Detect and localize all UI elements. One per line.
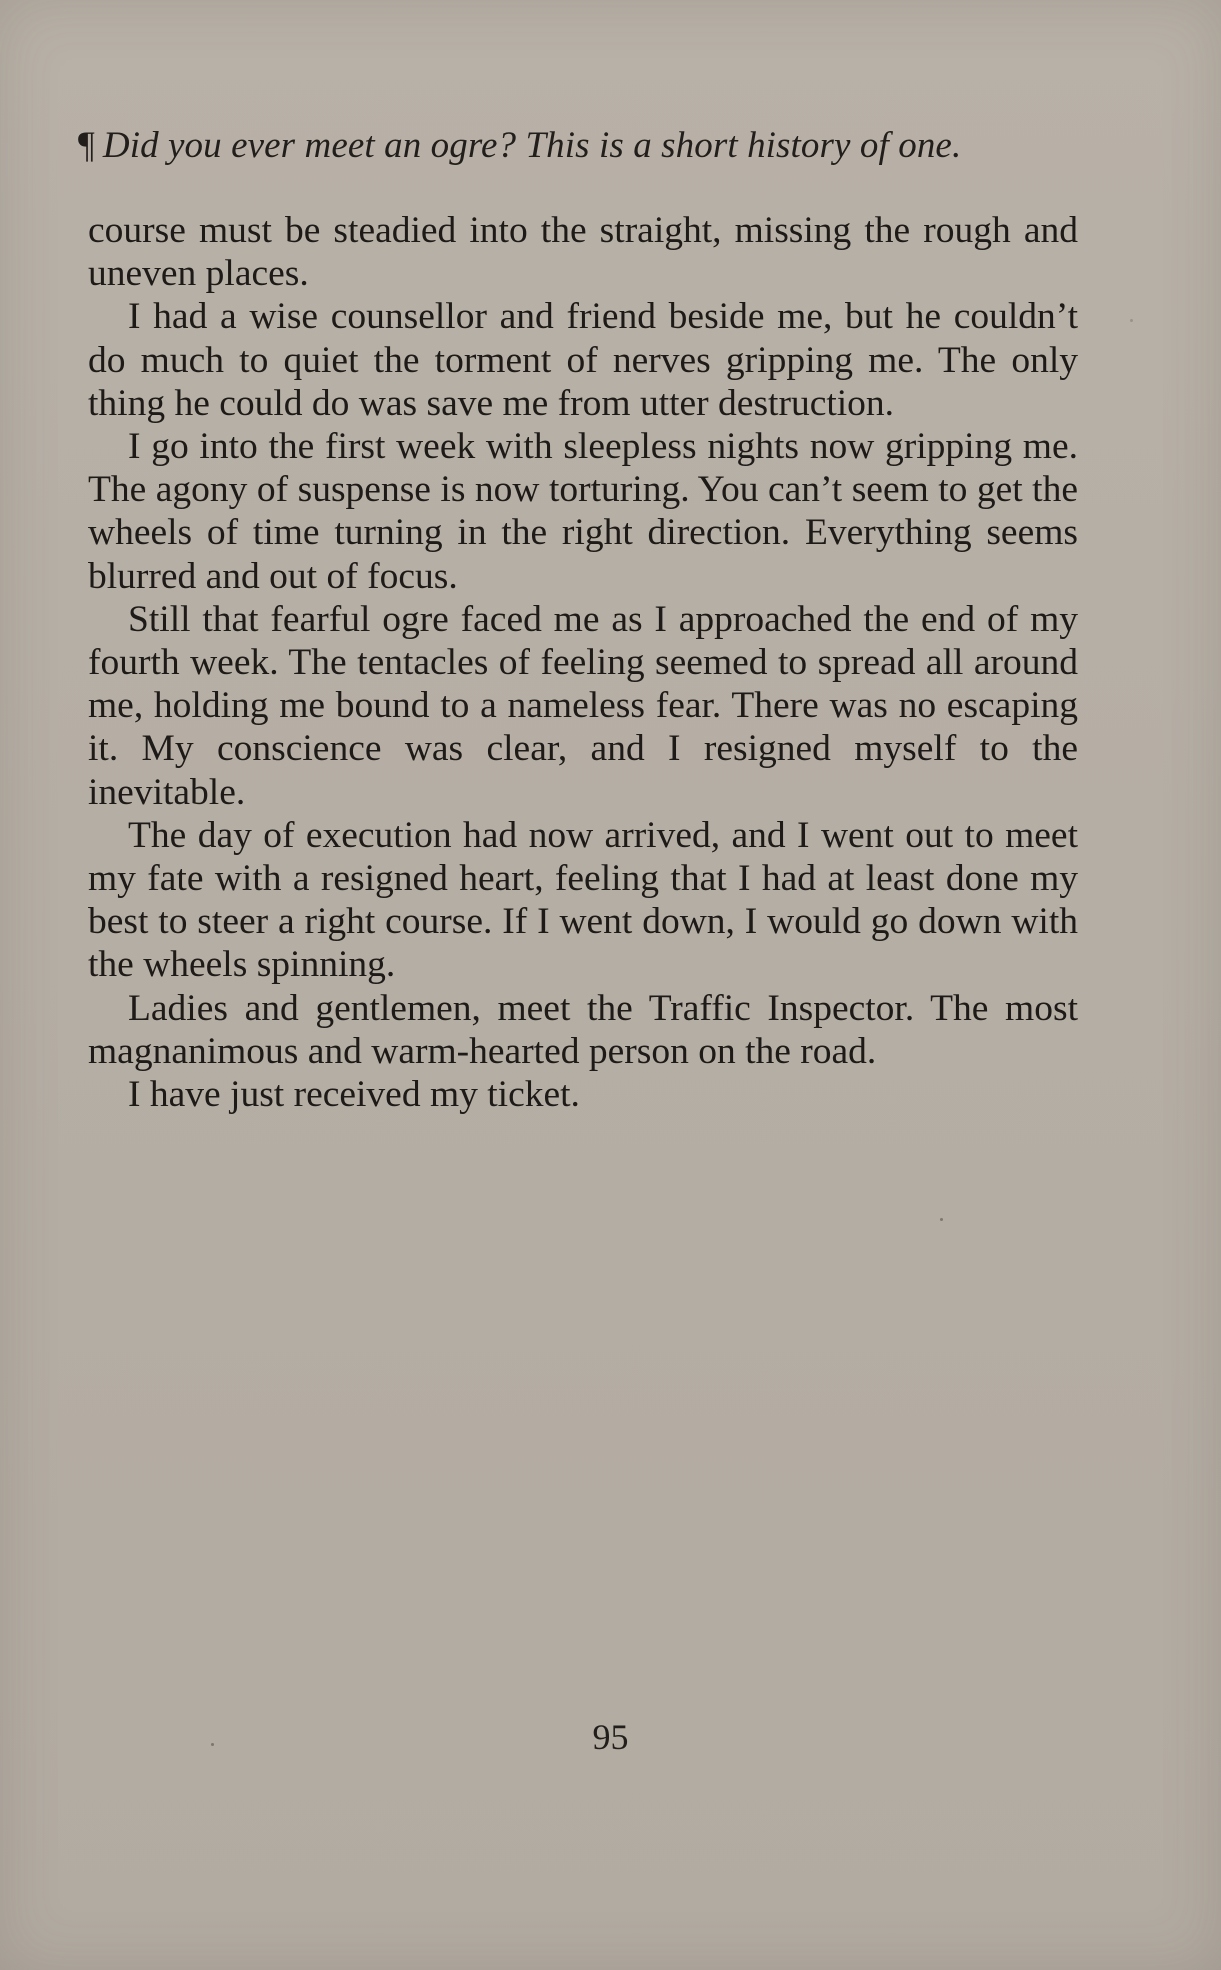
paper-speck <box>211 1743 214 1746</box>
paragraph: Ladies and gentlemen, meet the Traffic Inspector. The most magnanimous and warm-hearted person on the road. <box>88 987 1078 1072</box>
paper-speck <box>940 1218 943 1221</box>
paragraph: I had a wise counsellor and friend beside me, but he couldn’t do much to quiet the torment of nerves gripping me. The only thing he could do was save me from utter destruction. <box>88 296 1078 424</box>
paragraph: The day of execution had now arrived, and I went out to meet my fate with a resigned heart, feeling that I had at least done my best to steer a right course. If I went down, I would go down with the wheels spinning. <box>88 814 1078 986</box>
paragraph-continued: course must be steadied into the straight, missing the rough and uneven places. <box>88 210 1078 295</box>
paragraph: I have just received my ticket. <box>128 1074 580 1116</box>
paragraph: I go into the first week with sleepless nights now gripping me. The agony of suspense is now torturing. You can’t seem to get the wheels of time turning in the right direction. Everything seems blurred and out of focus. <box>88 426 1078 597</box>
paper-speck <box>1130 319 1133 322</box>
paragraph: Still that fearful ogre faced me as I approached the end of my fourth week. The tentacles of feeling seemed to spread all around me, holding me bound to a nameless fear. There was no escaping it. My conscience was clear, and I resigned myself to the inevitable. <box>88 598 1078 813</box>
running-head-text: Did you ever meet an ogre? This is a short history of one. <box>102 125 962 166</box>
page-number: 95 <box>592 1717 629 1757</box>
body-text <box>88 209 1078 1116</box>
running-head <box>78 116 1088 176</box>
pilcrow-icon: ¶ <box>78 125 95 166</box>
